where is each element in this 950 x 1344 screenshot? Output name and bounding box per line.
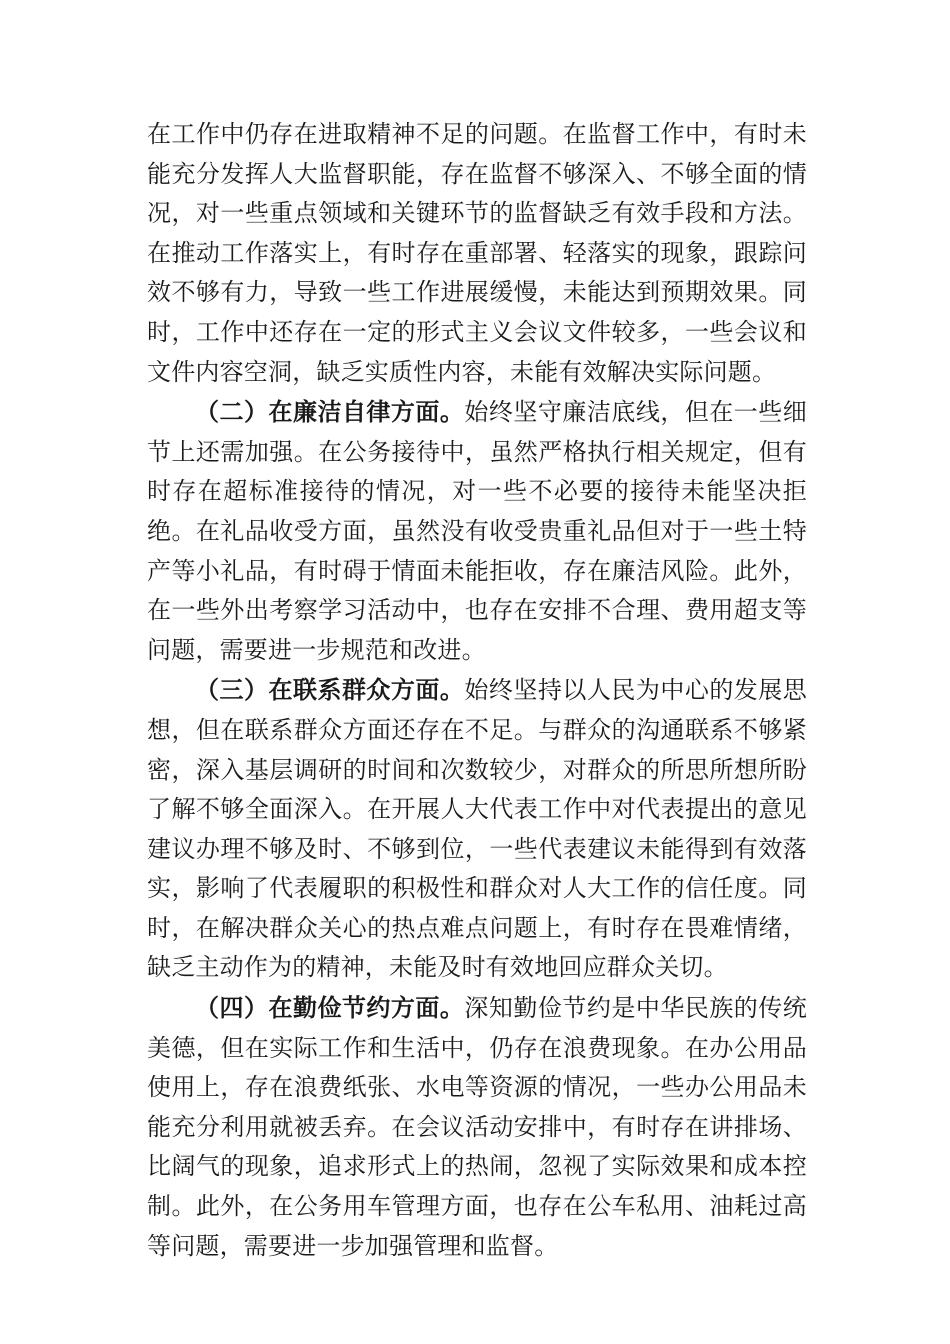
section-heading-frugality: （四）在勤俭节约方面。: [195, 993, 465, 1023]
paragraph-text: 始终坚持以人民为中心的发展思想，但在联系群众方面还存在不足。与群众的沟通联系不够紧密，深入基层调研的时间和次数较少，对群众的所思所想所盼了解不够全面深入。在开展人大代表工作中对代表提出的意见建议办理不够及时、不够到位，一些代表建议未能得到有效落实，影响了代表履职的积极性和群众对人大工作的信任度。同时，在解决群众关心的热点难点问题上，有时存在畏难情绪，缺乏主动作为的精神，未能及时有效地回应群众关切。: [147, 676, 807, 982]
paragraph-text: 深知勤俭节约是中华民族的传统美德，但在实际工作和生活中，仍存在浪费现象。在办公用品使用上，存在浪费纸张、水电等资源的情况，一些办公用品未能充分利用就被丢弃。在会议活动安排中，有时存在讲排场、比阔气的现象，追求形式上的热闹，忽视了实际效果和成本控制。此外，在公务用车管理方面，也存在公车私用、油耗过高等问题，需要进一步加强管理和监督。: [147, 994, 807, 1260]
paragraph-text: 始终坚守廉洁底线，但在一些细节上还需加强。在公务接待中，虽然严格执行相关规定，但有时存在超标准接待的情况，对一些不必要的接待未能坚决拒绝。在礼品收受方面，虽然没有收受贵重礼品但对于一些土特产等小礼品，有时碍于情面未能拒收，存在廉洁风险。此外，在一些外出考察学习活动中，也存在安排不合理、费用超支等问题，需要进一步规范和改进。: [147, 398, 807, 664]
section-heading-integrity: （二）在廉洁自律方面。: [195, 397, 465, 427]
paragraph-masses: [147, 670, 807, 988]
paragraph-text: 在工作中仍存在进取精神不足的问题。在监督工作中，有时未能充分发挥人大监督职能，存在监督不够深入、不够全面的情况，对一些重点领域和关键环节的监督缺乏有效手段和方法。在推动工作落实上，有时存在重部署、轻落实的现象，跟踪问效不够有力，导致一些工作进展缓慢，未能达到预期效果。同时，工作中还存在一定的形式主义会议文件较多，一些会议和文件内容空洞，缺乏实质性内容，未能有效解决实际问题。: [147, 120, 807, 386]
paragraph-frugality: [147, 988, 807, 1266]
paragraph-continuation: [147, 115, 807, 392]
section-heading-masses: （三）在联系群众方面。: [195, 675, 465, 705]
document-page: [147, 115, 807, 1266]
paragraph-integrity: [147, 392, 807, 670]
